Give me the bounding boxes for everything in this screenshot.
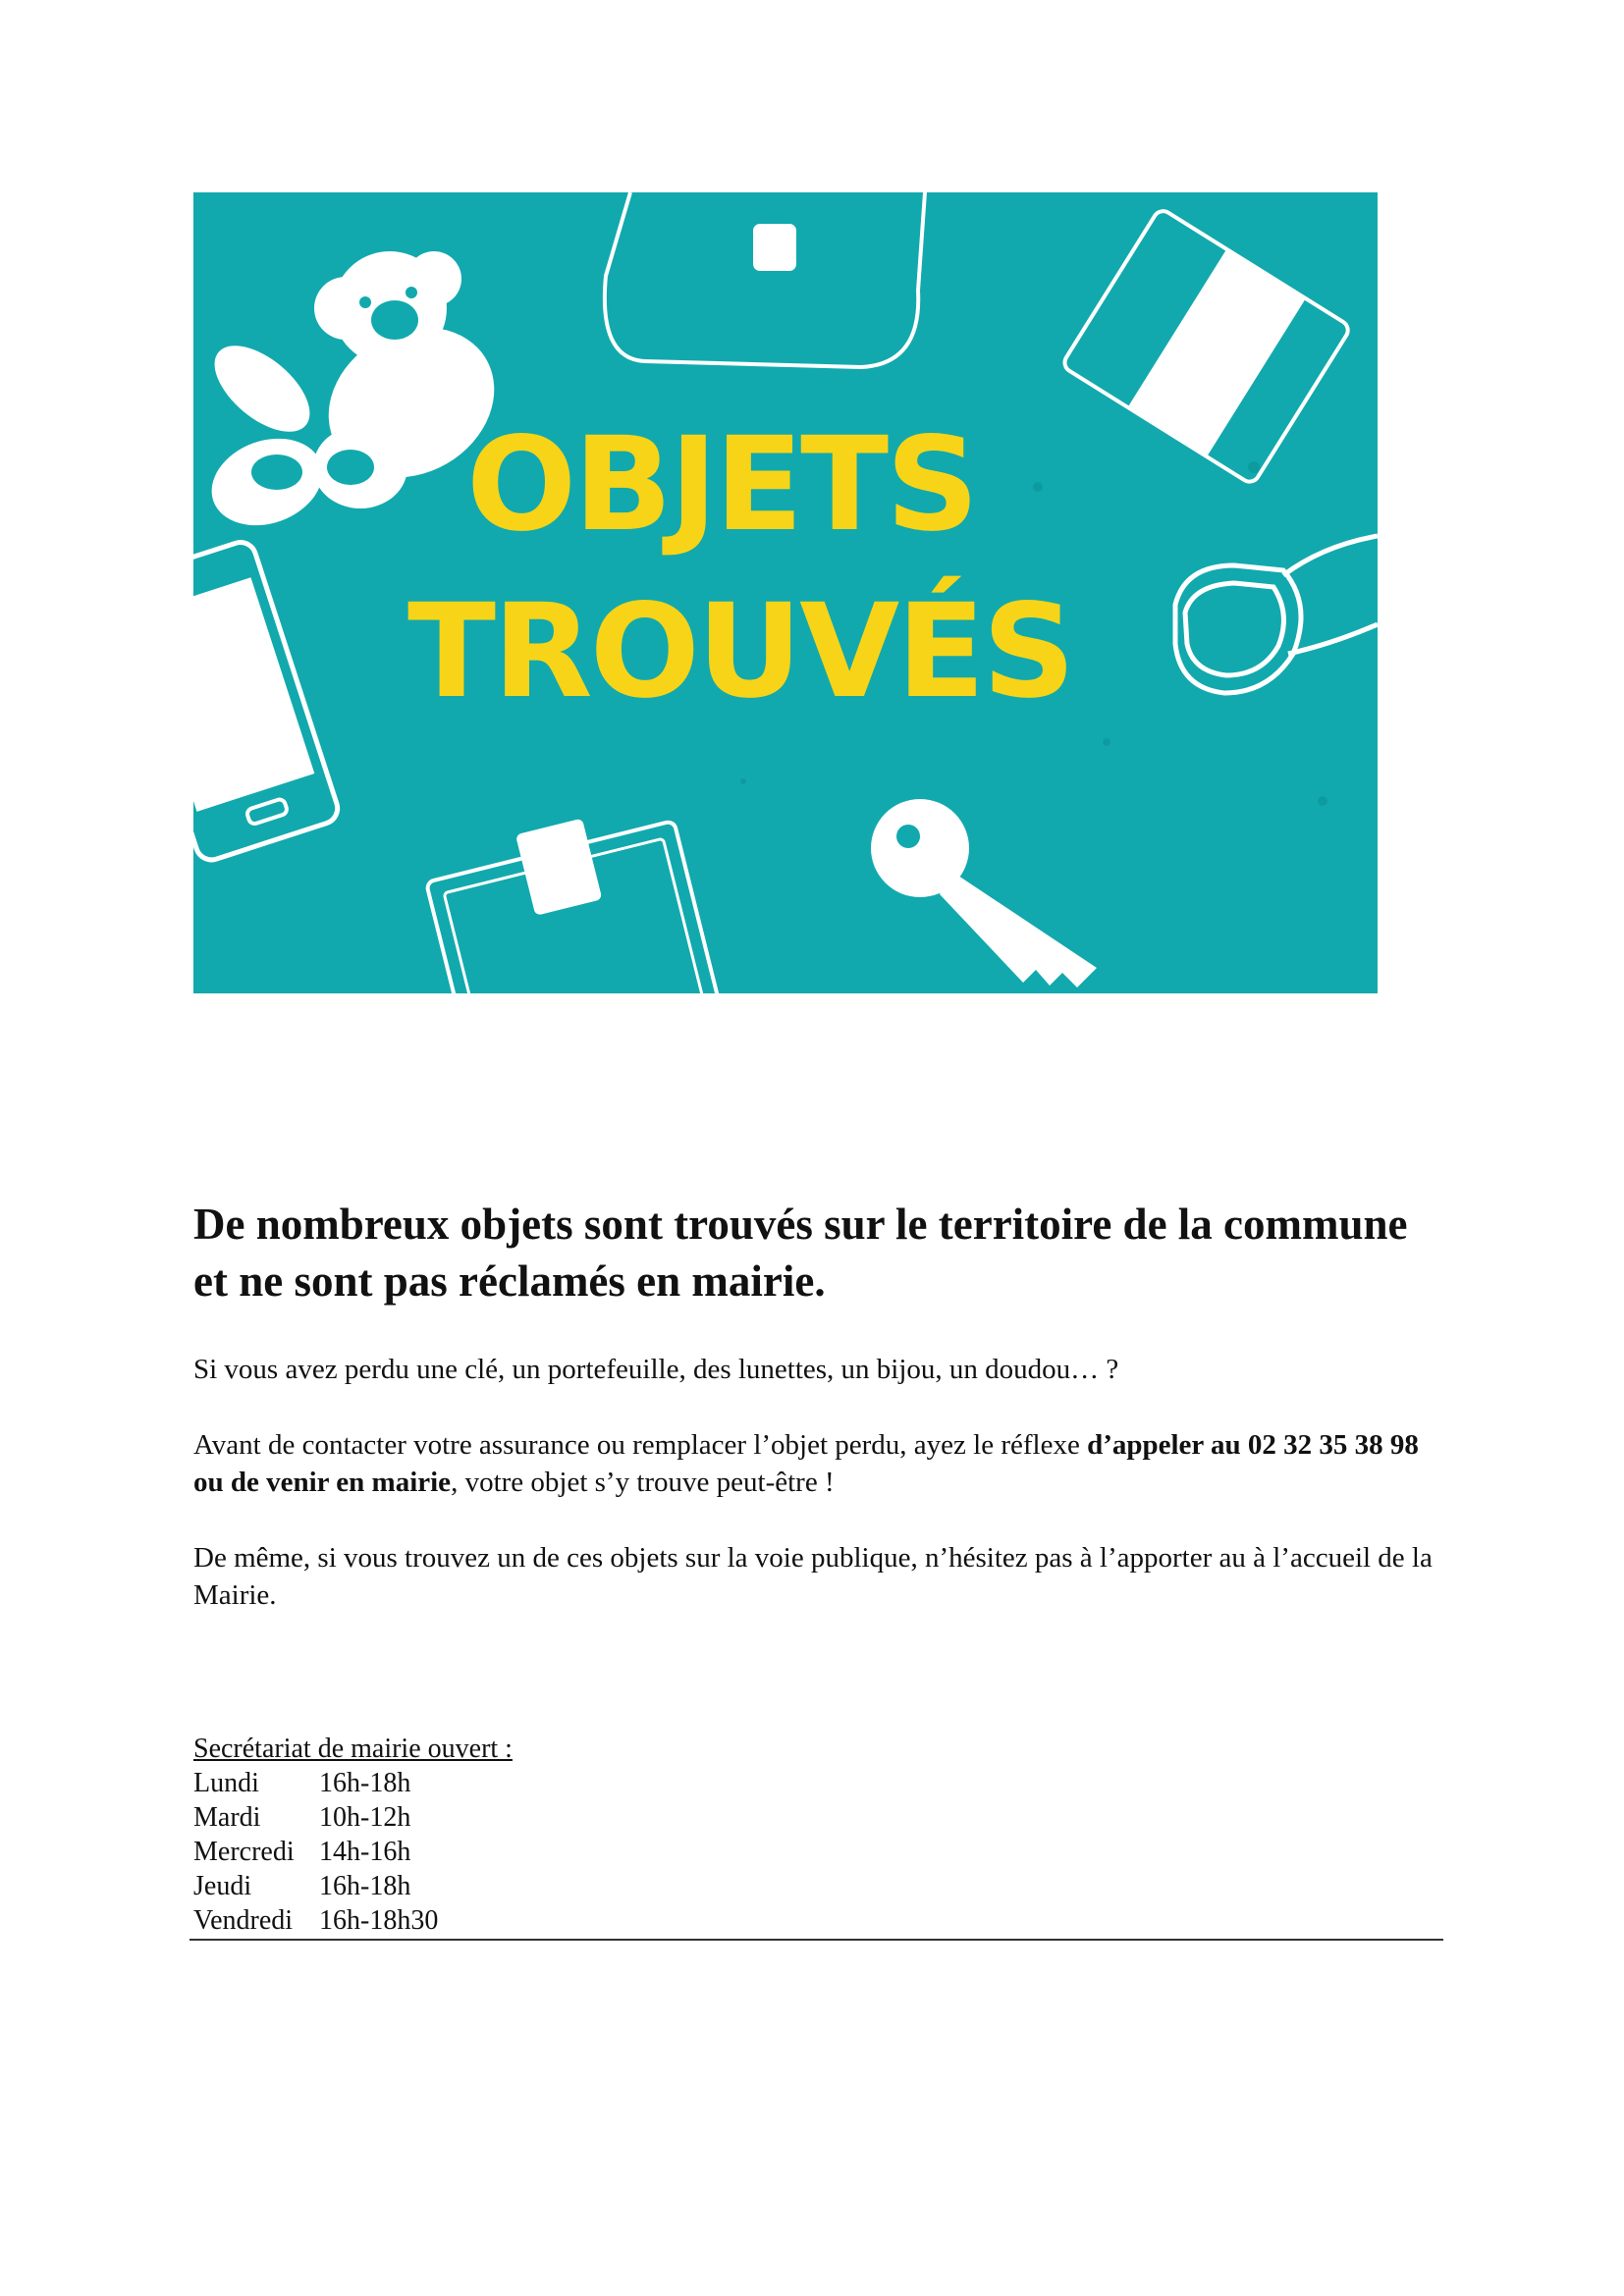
contact-phone-instruction: d’appeler au 02 32 35 38 98 ou de venir en mairie [193, 1429, 1419, 1498]
phone-icon [193, 538, 342, 864]
banner-title-line-1: OBJETS [466, 409, 977, 561]
key-icon [871, 799, 1097, 988]
hours-day: Jeudi [193, 1871, 252, 1901]
hours-time: 14h-16h [319, 1837, 411, 1867]
contact-text-before: Avant de contacter votre assurance ou remplacer l’objet perdu, ayez le réflexe [193, 1429, 1088, 1461]
opening-hours [193, 1732, 513, 1938]
hours-row [193, 1903, 513, 1938]
hours-row [193, 1869, 513, 1903]
hours-day: Mardi [193, 1802, 261, 1833]
objets-trouves-banner [193, 192, 1378, 993]
hours-day: Lundi [193, 1768, 259, 1798]
bottom-divider [189, 1939, 1443, 1941]
contact-paragraph [193, 1426, 1440, 1501]
hours-row [193, 1766, 513, 1800]
hours-time: 16h-18h30 [319, 1905, 439, 1936]
hours-day: Vendredi [193, 1905, 294, 1936]
hours-time: 16h-18h [319, 1768, 411, 1798]
opening-hours-title: Secrétariat de mairie ouvert : [193, 1734, 513, 1764]
briefcase-icon [605, 192, 925, 367]
found-items-paragraph: De même, si vous trouvez un de ces objets sur la voie publique, n’hésitez pas à l’apporter au à l’accueil de la Mairie. [193, 1542, 1433, 1611]
hours-time: 10h-12h [319, 1802, 411, 1833]
page-heading: De nombreux objets sont trouvés sur le territoire de la commune et ne sont pas réclamés en mairie. [193, 1200, 1408, 1306]
banner-title-line-2: TROUVÉS [407, 576, 1073, 727]
contact-text-after: , votre objet s’y trouve peut-être ! [451, 1467, 835, 1498]
hours-row [193, 1835, 513, 1869]
hours-row [193, 1800, 513, 1835]
hours-day: Mercredi [193, 1837, 295, 1867]
lost-items-question: Si vous avez perdu une clé, un portefeuille, des lunettes, un bijou, un doudou… ? [193, 1354, 1119, 1385]
wallet-icon [420, 797, 722, 993]
hours-time: 16h-18h [319, 1871, 411, 1901]
